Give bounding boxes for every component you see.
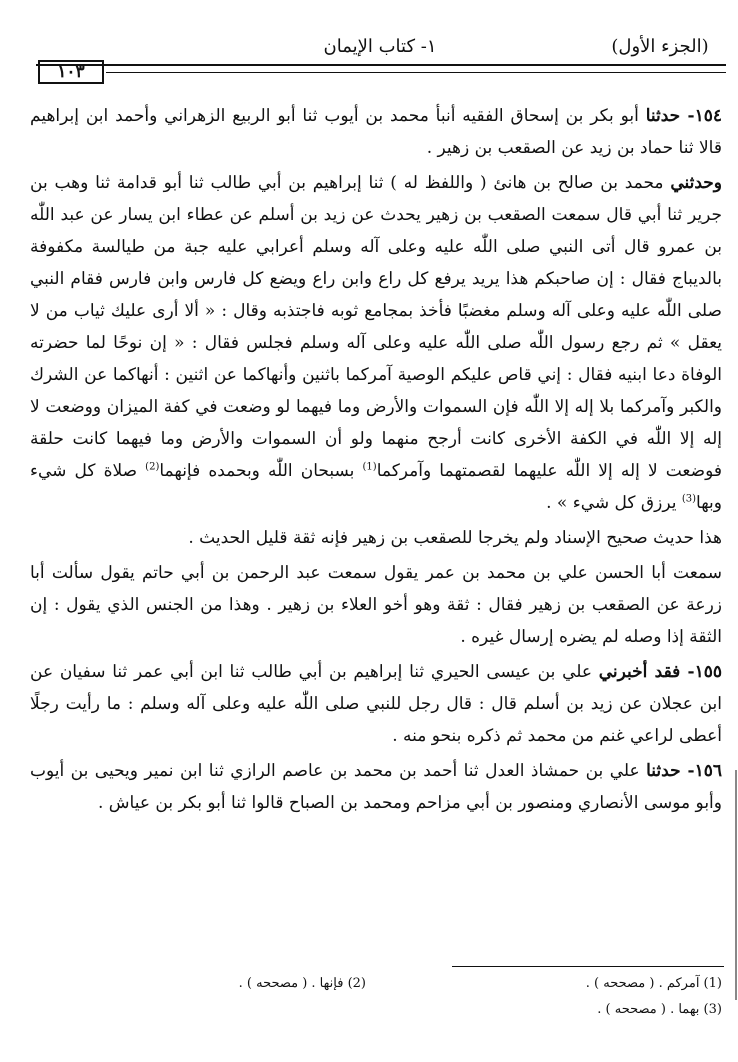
hadith-text: محمد بن صالح بن هانئ ( واللفظ له ) ثنا إبراهيم بن أبي طالب ثنا أبو قدامة ثنا وهب بن جرير ثنا أبي قال سمعت الصقعب بن زهير يحدث عن زيد بن أسلم عن عطاء ابن يسار عن عبد اللّٰه بن عمرو قال أتى النبي صلى اللّٰه عليه وعلى آله وسلم أعرابي عليه جبة من طيالسة مكفوفة بالديباج فقال : إن صاحبكم هذا يريد يرفع كل راع وابن راع ويضع كل فارس وابن فارس فقام النبي صلى اللّٰه عليه وعلى آله وسلم مغضبًا فأخذ بمجامع ثوبه فاجتذبه وقال : « ألا أرى عليك ثياب من لا يعقل » ثم رجع رسول اللّٰه صلى اللّٰه عليه وعلى آله وسلم فجلس فقال : « إن نوحًا لما حضرته الوفاة دعا ابنيه فقال : إني قاص عليكم الوصية آمركما باثنين وأنهاكما عن اثنين : أنهاكما عن الشرك والكبر وآمركما بلا إله إلا اللّٰه فإن السموات والأرض وما فيهما لو وضعت في كفة الميزان ووضعت لا إله إلا اللّٰه في الكفة الأخرى كانت أرجح منهما ولو أن السموات والأرض وما فيهما كانت حلقة فوضعت لا إله إلا اللّٰه عليهما لقصمتهما وآمركما <box>30 173 722 481</box>
hadith-lead: ١٥٤- حدثنا <box>645 106 723 126</box>
hadith-156 <box>30 755 722 819</box>
hadith-text-continued: بسبحان اللّٰه وبحمده فإنهما <box>159 461 363 481</box>
hadith-text: علي بن حمشاذ العدل ثنا أحمد بن محمد بن عاصم الرازي ثنا ابن نمير ويحيى بن أيوب وأبو موسى الأنصاري ومنصور بن أبي مزاحم ومحمد بن الصباح قالوا ثنا أبو بكر بن عياش . <box>30 761 722 813</box>
footnote-1: (1) آمركم . ( مصححه ) . <box>585 976 722 991</box>
body-text <box>30 100 722 822</box>
running-header-title: ١- كتاب الإيمان <box>323 36 437 57</box>
narrator-comment: سمعت أبا الحسن علي بن محمد بن عمر يقول سمعت عبد الرحمن بن أبي حاتم يقول سألت أبا زرعة عن الصقعب بن زهير فقال : ثقة وهو أخو العلاء بن زهير . وهذا من الجنس الذي يقول : إن الثقة إذا وصله لم يضره إرسال غيره . <box>30 563 722 647</box>
hadith-154-second-chain <box>30 167 722 519</box>
footnote-3: (3) بهما . ( مصححه ) . <box>597 1002 722 1017</box>
hadith-154 <box>30 100 722 164</box>
binding-edge-line <box>735 770 737 1000</box>
page-number: ١٠٣ <box>38 60 104 84</box>
hadith-lead: ١٥٦- حدثنا <box>646 761 722 781</box>
footnote-marker-1: (1) <box>362 461 377 473</box>
hadith-lead: وحدثني <box>670 173 722 193</box>
hadith-lead: ١٥٥- فقد أخبرني <box>598 662 723 682</box>
hadith-text: أبو بكر بن إسحاق الفقيه أنبأ محمد بن أيوب ثنا أبو الربيع الزهراني وأحمد ابن إبراهيم قالا ثنا حماد بن زيد عن الصقعب بن زهير . <box>30 106 722 158</box>
header-rule-thick <box>36 64 726 66</box>
footnote-rule <box>452 966 724 967</box>
hadith-text: علي بن عيسى الحيري ثنا إبراهيم بن أبي طالب ثنا ابن أبي عمر ثنا سفيان عن ابن عجلان عن زيد بن أسلم قال : قال رجل للنبي صلى اللّٰه عليه وعلى آله وسلم : ما رأيت رجلًا أعطى لراعي غنم من محمد ثم ذكره بنحو منه . <box>30 662 722 746</box>
hadith-text-continued: يرزق كل شيء » . <box>546 493 682 513</box>
header-rule-thin <box>106 72 726 73</box>
footnote-marker-3: (3) <box>681 493 697 505</box>
footnote-marker-2: (2) <box>145 461 160 473</box>
hadith-155 <box>30 656 722 752</box>
grading-comment: هذا حديث صحيح الإسناد ولم يخرجا للصقعب بن زهير فإنه ثقة قليل الحديث . <box>188 528 722 548</box>
footnote-2: (2) فإنها . ( مصححه ) . <box>238 976 366 991</box>
hadith-text-continued: صلاة كل شيء وبها <box>30 461 722 513</box>
running-header-part: (الجزء الأول) <box>611 36 709 57</box>
